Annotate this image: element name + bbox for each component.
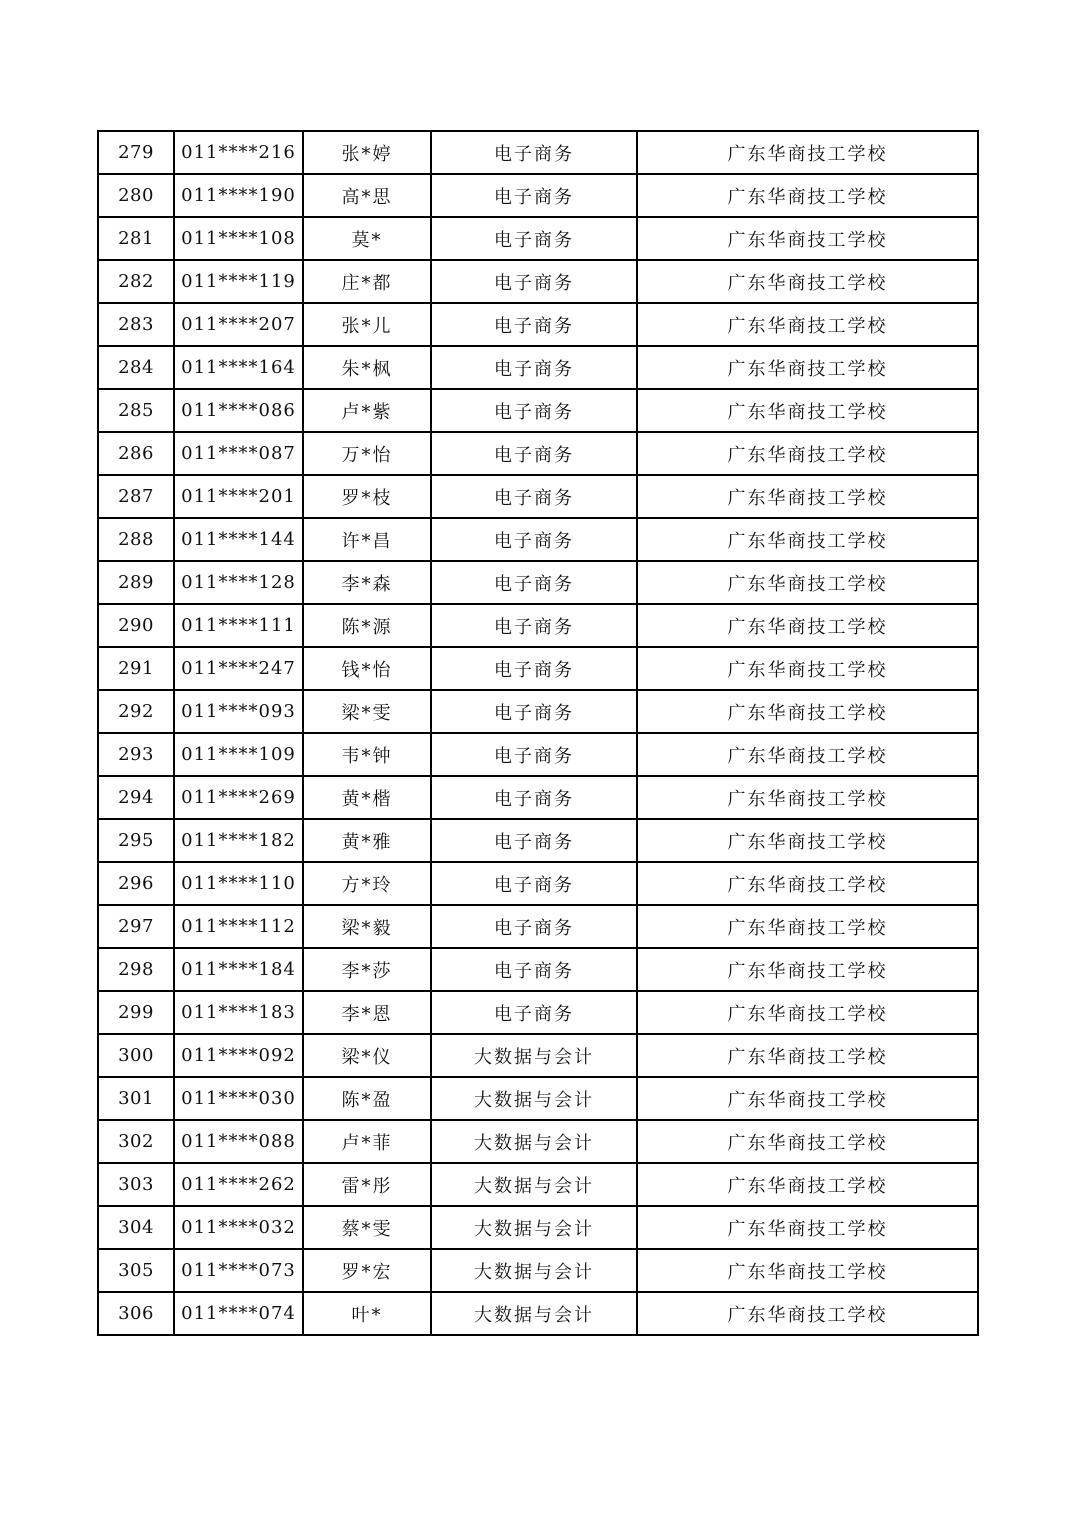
school-cell: 广东华商技工学校 xyxy=(637,518,978,561)
row-index-cell: 300 xyxy=(98,1034,174,1077)
table-row xyxy=(98,905,978,948)
student-name-cell: 罗*宏 xyxy=(303,1249,431,1292)
student-id-cell: 011****184 xyxy=(174,948,303,991)
student-name-cell: 黄*楷 xyxy=(303,776,431,819)
table-row xyxy=(98,690,978,733)
major-cell: 电子商务 xyxy=(431,346,637,389)
student-id-cell: 011****269 xyxy=(174,776,303,819)
school-cell: 广东华商技工学校 xyxy=(637,905,978,948)
row-index-cell: 293 xyxy=(98,733,174,776)
student-id-cell: 011****182 xyxy=(174,819,303,862)
student-id-cell: 011****073 xyxy=(174,1249,303,1292)
row-index-cell: 290 xyxy=(98,604,174,647)
major-cell: 大数据与会计 xyxy=(431,1249,637,1292)
table-row xyxy=(98,346,978,389)
table-row xyxy=(98,776,978,819)
student-name-cell: 蔡*雯 xyxy=(303,1206,431,1249)
row-index-cell: 288 xyxy=(98,518,174,561)
student-id-cell: 011****207 xyxy=(174,303,303,346)
student-name-cell: 李*森 xyxy=(303,561,431,604)
school-cell: 广东华商技工学校 xyxy=(637,1120,978,1163)
student-id-cell: 011****164 xyxy=(174,346,303,389)
major-cell: 大数据与会计 xyxy=(431,1034,637,1077)
school-cell: 广东华商技工学校 xyxy=(637,217,978,260)
student-id-cell: 011****087 xyxy=(174,432,303,475)
major-cell: 电子商务 xyxy=(431,733,637,776)
major-cell: 电子商务 xyxy=(431,948,637,991)
major-cell: 电子商务 xyxy=(431,690,637,733)
major-cell: 电子商务 xyxy=(431,776,637,819)
major-cell: 电子商务 xyxy=(431,174,637,217)
table-row xyxy=(98,991,978,1034)
school-cell: 广东华商技工学校 xyxy=(637,260,978,303)
major-cell: 电子商务 xyxy=(431,862,637,905)
row-index-cell: 286 xyxy=(98,432,174,475)
major-cell: 电子商务 xyxy=(431,217,637,260)
row-index-cell: 302 xyxy=(98,1120,174,1163)
student-name-cell: 韦*钟 xyxy=(303,733,431,776)
student-name-cell: 罗*枝 xyxy=(303,475,431,518)
table-row xyxy=(98,1292,978,1335)
table-row xyxy=(98,647,978,690)
student-name-cell: 梁*毅 xyxy=(303,905,431,948)
school-cell: 广东华商技工学校 xyxy=(637,475,978,518)
student-name-cell: 雷*彤 xyxy=(303,1163,431,1206)
student-id-cell: 011****216 xyxy=(174,131,303,174)
row-index-cell: 282 xyxy=(98,260,174,303)
student-id-cell: 011****109 xyxy=(174,733,303,776)
student-name-cell: 陈*源 xyxy=(303,604,431,647)
school-cell: 广东华商技工学校 xyxy=(637,346,978,389)
school-cell: 广东华商技工学校 xyxy=(637,948,978,991)
major-cell: 大数据与会计 xyxy=(431,1077,637,1120)
table-row xyxy=(98,561,978,604)
row-index-cell: 287 xyxy=(98,475,174,518)
school-cell: 广东华商技工学校 xyxy=(637,1206,978,1249)
student-name-cell: 庄*都 xyxy=(303,260,431,303)
student-name-cell: 黄*雅 xyxy=(303,819,431,862)
school-cell: 广东华商技工学校 xyxy=(637,647,978,690)
table-row xyxy=(98,389,978,432)
school-cell: 广东华商技工学校 xyxy=(637,303,978,346)
major-cell: 电子商务 xyxy=(431,647,637,690)
school-cell: 广东华商技工学校 xyxy=(637,131,978,174)
row-index-cell: 289 xyxy=(98,561,174,604)
school-cell: 广东华商技工学校 xyxy=(637,819,978,862)
student-id-cell: 011****092 xyxy=(174,1034,303,1077)
student-name-cell: 张*儿 xyxy=(303,303,431,346)
table-row xyxy=(98,131,978,174)
row-index-cell: 305 xyxy=(98,1249,174,1292)
major-cell: 电子商务 xyxy=(431,432,637,475)
row-index-cell: 297 xyxy=(98,905,174,948)
row-index-cell: 294 xyxy=(98,776,174,819)
student-name-cell: 莫* xyxy=(303,217,431,260)
school-cell: 广东华商技工学校 xyxy=(637,174,978,217)
table-row xyxy=(98,260,978,303)
school-cell: 广东华商技工学校 xyxy=(637,1163,978,1206)
major-cell: 电子商务 xyxy=(431,905,637,948)
row-index-cell: 296 xyxy=(98,862,174,905)
student-id-cell: 011****032 xyxy=(174,1206,303,1249)
table-row xyxy=(98,432,978,475)
table-row xyxy=(98,819,978,862)
school-cell: 广东华商技工学校 xyxy=(637,733,978,776)
school-cell: 广东华商技工学校 xyxy=(637,432,978,475)
row-index-cell: 291 xyxy=(98,647,174,690)
student-id-cell: 011****108 xyxy=(174,217,303,260)
student-name-cell: 方*玲 xyxy=(303,862,431,905)
table-row xyxy=(98,948,978,991)
major-cell: 电子商务 xyxy=(431,389,637,432)
table-row xyxy=(98,862,978,905)
major-cell: 电子商务 xyxy=(431,819,637,862)
school-cell: 广东华商技工学校 xyxy=(637,1034,978,1077)
row-index-cell: 281 xyxy=(98,217,174,260)
student-name-cell: 张*婷 xyxy=(303,131,431,174)
student-id-cell: 011****144 xyxy=(174,518,303,561)
school-cell: 广东华商技工学校 xyxy=(637,991,978,1034)
row-index-cell: 304 xyxy=(98,1206,174,1249)
student-id-cell: 011****262 xyxy=(174,1163,303,1206)
table-row xyxy=(98,475,978,518)
student-name-cell: 叶* xyxy=(303,1292,431,1335)
major-cell: 电子商务 xyxy=(431,260,637,303)
row-index-cell: 306 xyxy=(98,1292,174,1335)
school-cell: 广东华商技工学校 xyxy=(637,690,978,733)
table-row xyxy=(98,1077,978,1120)
school-cell: 广东华商技工学校 xyxy=(637,604,978,647)
school-cell: 广东华商技工学校 xyxy=(637,862,978,905)
table-row xyxy=(98,217,978,260)
student-name-cell: 钱*怡 xyxy=(303,647,431,690)
student-id-cell: 011****030 xyxy=(174,1077,303,1120)
student-name-cell: 万*怡 xyxy=(303,432,431,475)
table-row xyxy=(98,303,978,346)
student-name-cell: 李*恩 xyxy=(303,991,431,1034)
student-id-cell: 011****128 xyxy=(174,561,303,604)
student-name-cell: 卢*紫 xyxy=(303,389,431,432)
school-cell: 广东华商技工学校 xyxy=(637,561,978,604)
table-row xyxy=(98,1034,978,1077)
table-row xyxy=(98,1206,978,1249)
row-index-cell: 284 xyxy=(98,346,174,389)
student-id-cell: 011****119 xyxy=(174,260,303,303)
school-cell: 广东华商技工学校 xyxy=(637,1077,978,1120)
major-cell: 电子商务 xyxy=(431,131,637,174)
major-cell: 电子商务 xyxy=(431,475,637,518)
row-index-cell: 301 xyxy=(98,1077,174,1120)
major-cell: 大数据与会计 xyxy=(431,1292,637,1335)
row-index-cell: 285 xyxy=(98,389,174,432)
table-row xyxy=(98,1163,978,1206)
table-row xyxy=(98,604,978,647)
student-id-cell: 011****111 xyxy=(174,604,303,647)
student-id-cell: 011****093 xyxy=(174,690,303,733)
major-cell: 大数据与会计 xyxy=(431,1120,637,1163)
major-cell: 大数据与会计 xyxy=(431,1163,637,1206)
school-cell: 广东华商技工学校 xyxy=(637,1292,978,1335)
student-name-cell: 梁*仪 xyxy=(303,1034,431,1077)
row-index-cell: 292 xyxy=(98,690,174,733)
student-id-cell: 011****183 xyxy=(174,991,303,1034)
row-index-cell: 295 xyxy=(98,819,174,862)
student-id-cell: 011****110 xyxy=(174,862,303,905)
table-row xyxy=(98,1120,978,1163)
table-row xyxy=(98,733,978,776)
student-name-cell: 高*思 xyxy=(303,174,431,217)
school-cell: 广东华商技工学校 xyxy=(637,1249,978,1292)
major-cell: 电子商务 xyxy=(431,303,637,346)
major-cell: 电子商务 xyxy=(431,518,637,561)
row-index-cell: 299 xyxy=(98,991,174,1034)
table-body xyxy=(98,131,978,1335)
row-index-cell: 283 xyxy=(98,303,174,346)
table-row xyxy=(98,518,978,561)
student-name-cell: 陈*盈 xyxy=(303,1077,431,1120)
row-index-cell: 298 xyxy=(98,948,174,991)
student-name-cell: 卢*菲 xyxy=(303,1120,431,1163)
school-cell: 广东华商技工学校 xyxy=(637,389,978,432)
school-cell: 广东华商技工学校 xyxy=(637,776,978,819)
student-list-table xyxy=(97,130,979,1336)
student-id-cell: 011****088 xyxy=(174,1120,303,1163)
row-index-cell: 303 xyxy=(98,1163,174,1206)
student-name-cell: 李*莎 xyxy=(303,948,431,991)
row-index-cell: 279 xyxy=(98,131,174,174)
major-cell: 大数据与会计 xyxy=(431,1206,637,1249)
row-index-cell: 280 xyxy=(98,174,174,217)
student-id-cell: 011****247 xyxy=(174,647,303,690)
student-id-cell: 011****074 xyxy=(174,1292,303,1335)
table-row xyxy=(98,1249,978,1292)
student-id-cell: 011****086 xyxy=(174,389,303,432)
student-id-cell: 011****201 xyxy=(174,475,303,518)
student-name-cell: 朱*枫 xyxy=(303,346,431,389)
major-cell: 电子商务 xyxy=(431,991,637,1034)
major-cell: 电子商务 xyxy=(431,561,637,604)
student-id-cell: 011****190 xyxy=(174,174,303,217)
student-name-cell: 许*昌 xyxy=(303,518,431,561)
student-id-cell: 011****112 xyxy=(174,905,303,948)
table-row xyxy=(98,174,978,217)
student-name-cell: 梁*雯 xyxy=(303,690,431,733)
major-cell: 电子商务 xyxy=(431,604,637,647)
